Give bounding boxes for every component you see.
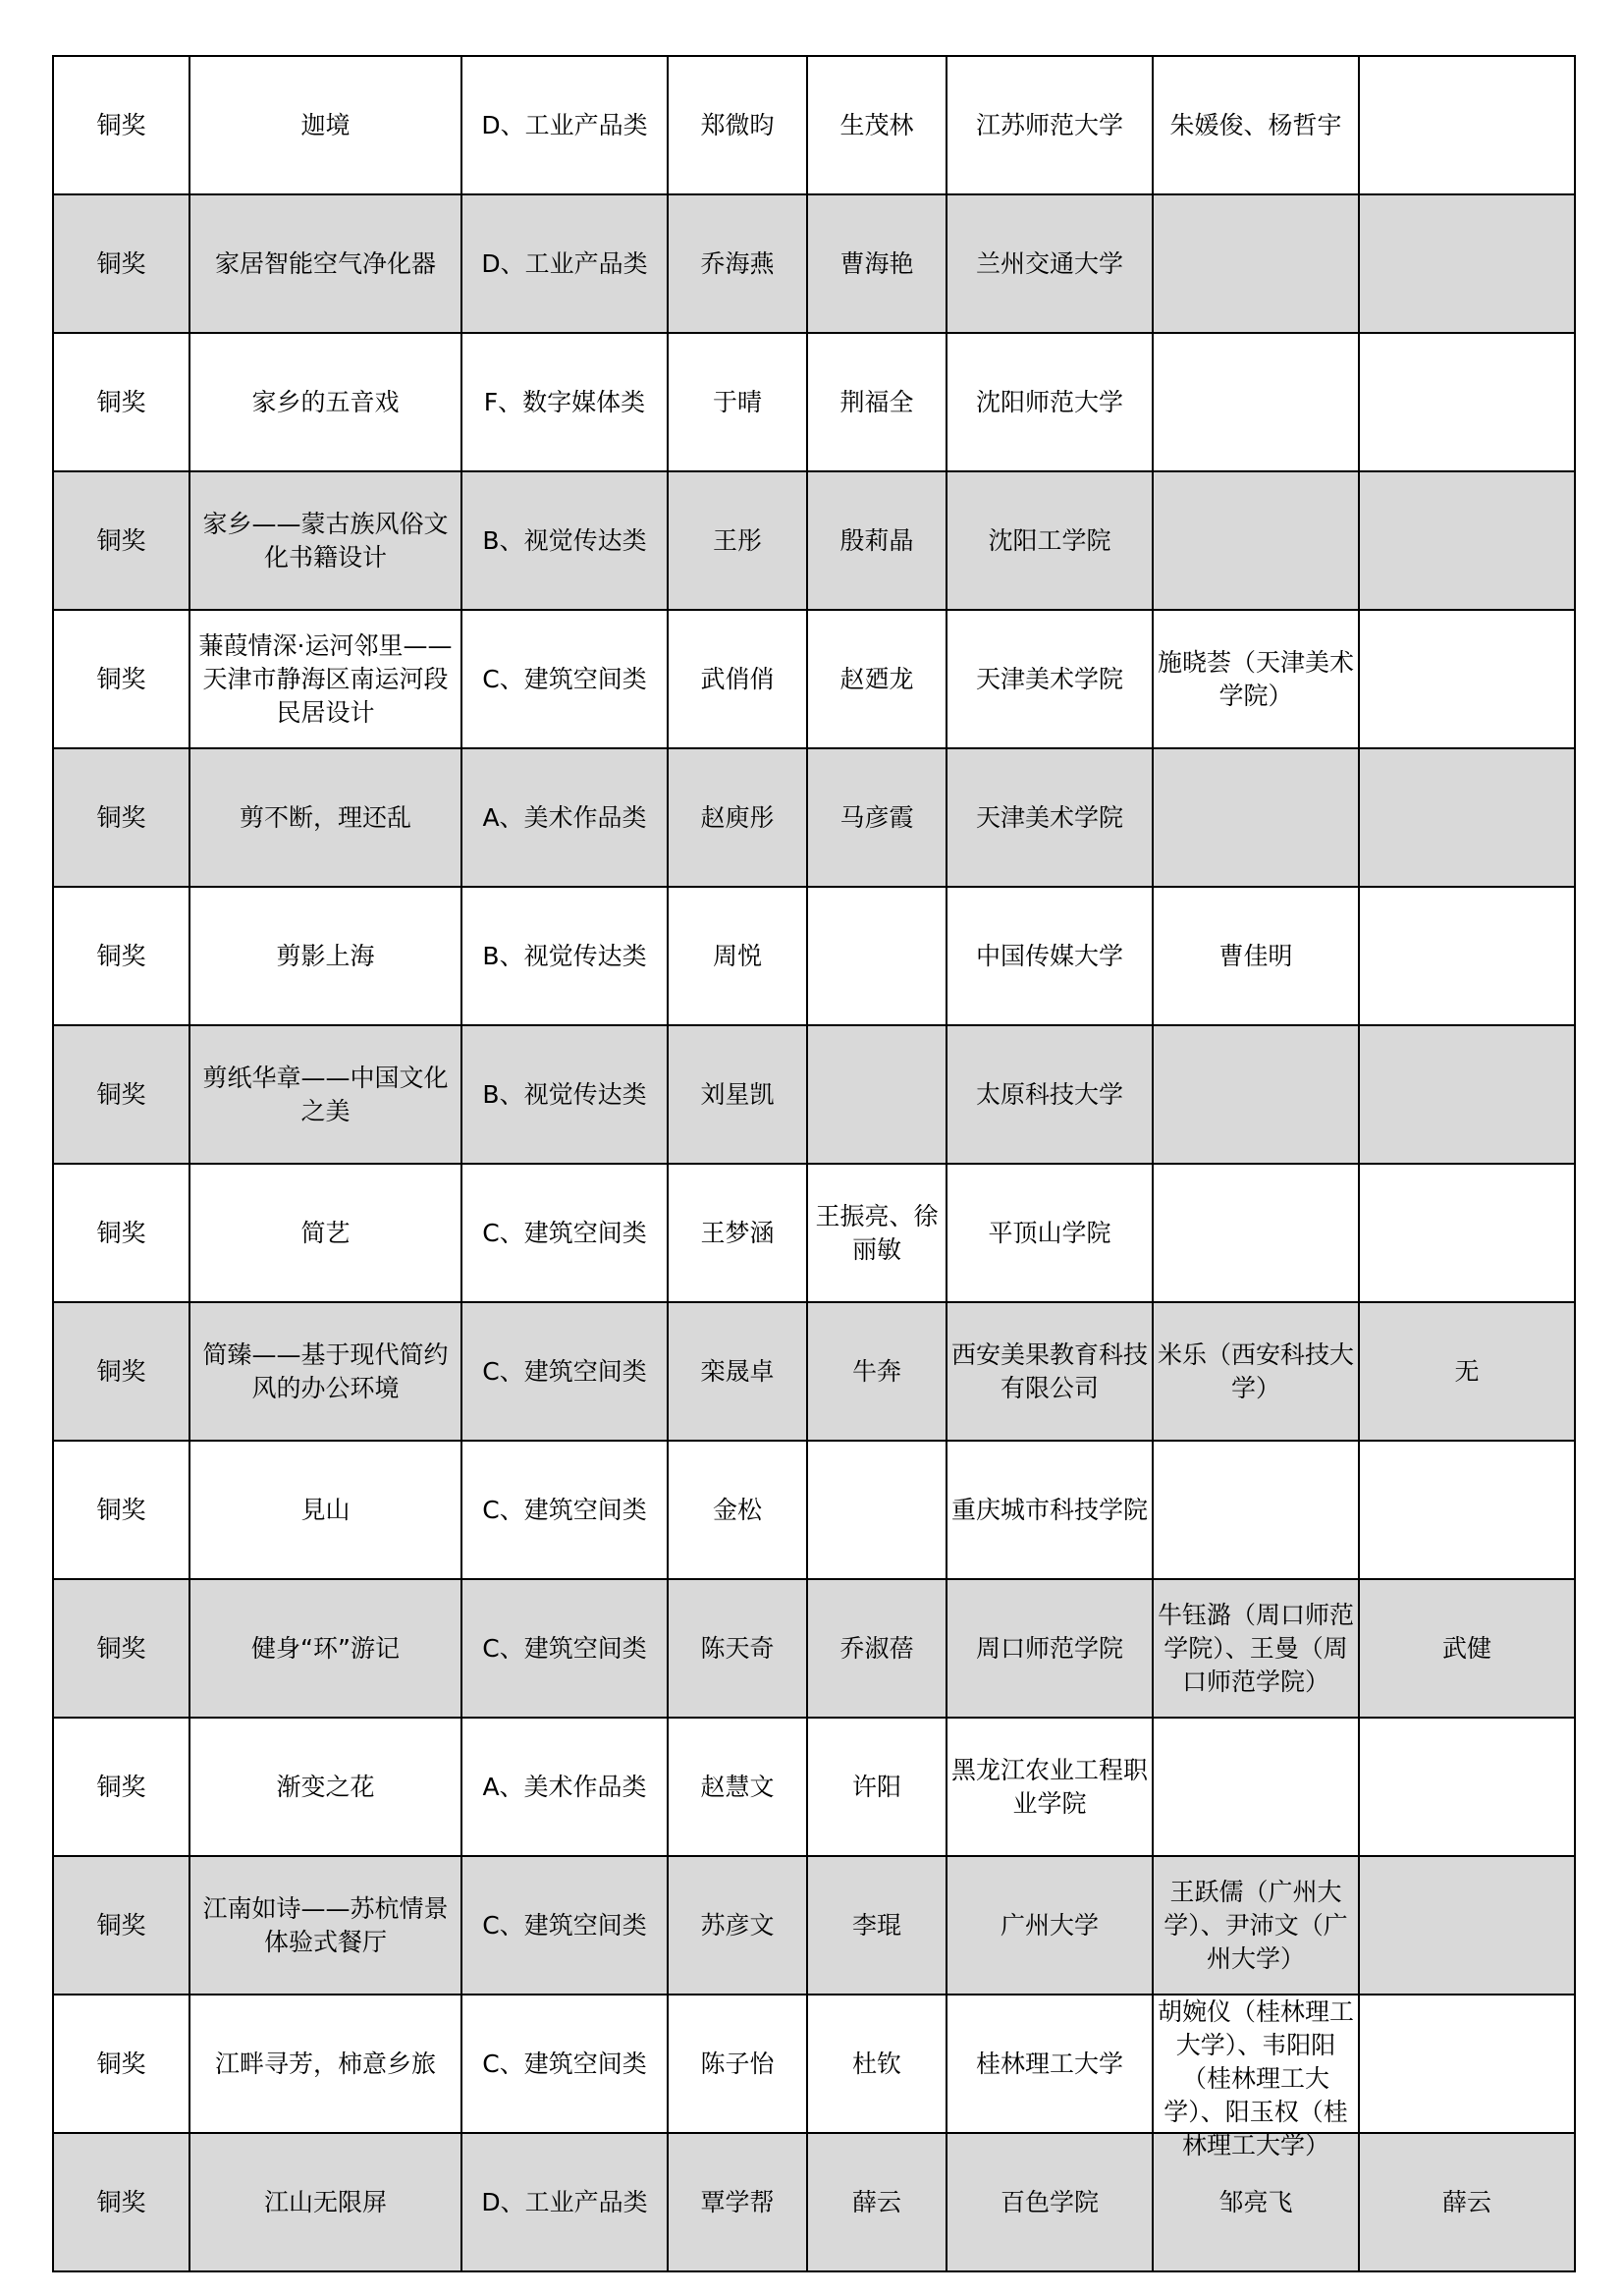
title-cell-text: 简臻——基于现代简约风的办公环境 [202, 1339, 449, 1402]
author-cell [668, 1302, 807, 1441]
author-cell [668, 1441, 807, 1579]
award-cell [53, 887, 189, 1025]
school-cell-text: 天津美术学院 [975, 802, 1123, 832]
author-cell [668, 471, 807, 610]
teacher-cell-text: 生茂林 [839, 110, 914, 139]
table-row [53, 471, 1575, 610]
title-cell [189, 1718, 461, 1856]
mentor-cell-text: 施晓荟（天津美术学院） [1158, 647, 1355, 710]
teacher-cell [807, 748, 947, 887]
teacher-cell-text: 赵廼龙 [839, 664, 914, 693]
author-cell-text: 陈子怡 [700, 2049, 775, 2078]
category-cell [461, 1164, 668, 1302]
category-cell [461, 1718, 668, 1856]
author-cell [668, 1164, 807, 1302]
leader-cell [1359, 748, 1575, 887]
title-cell [189, 333, 461, 471]
category-cell-text: C、建筑空间类 [482, 664, 647, 693]
category-cell [461, 333, 668, 471]
school-cell-text: 沈阳工学院 [988, 525, 1111, 555]
title-cell [189, 610, 461, 748]
mentor-cell [1153, 56, 1359, 194]
table-row [53, 333, 1575, 471]
school-cell [947, 1579, 1153, 1718]
leader-cell [1359, 194, 1575, 333]
teacher-cell-text: 牛奔 [851, 1356, 901, 1386]
award-cell [53, 56, 189, 194]
title-cell [189, 1164, 461, 1302]
author-cell [668, 1025, 807, 1164]
teacher-cell-text: 荆福全 [839, 387, 914, 416]
award-cell-text: 铜奖 [96, 1356, 146, 1386]
table-row [53, 1302, 1575, 1441]
title-cell-text: 家居智能空气净化器 [214, 248, 436, 278]
table-row [53, 1441, 1575, 1579]
category-cell-text: F、数字媒体类 [483, 387, 646, 416]
award-cell-text: 铜奖 [96, 1633, 146, 1663]
school-cell [947, 1164, 1153, 1302]
award-cell-text: 铜奖 [96, 1079, 146, 1109]
title-cell-text: 江山无限屏 [263, 2187, 387, 2216]
table-row [53, 56, 1575, 194]
title-cell [189, 2133, 461, 2271]
title-cell-text: 剪影上海 [276, 941, 375, 970]
teacher-cell [807, 1025, 947, 1164]
teacher-cell [807, 887, 947, 1025]
title-cell-text: 家乡的五音戏 [251, 387, 400, 416]
leader-cell [1359, 887, 1575, 1025]
leader-cell [1359, 1995, 1575, 2133]
school-cell [947, 1025, 1153, 1164]
school-cell [947, 1718, 1153, 1856]
category-cell-text: A、美术作品类 [482, 802, 647, 832]
teacher-cell-text: 薛云 [851, 2187, 901, 2216]
school-cell [947, 1302, 1153, 1441]
category-cell [461, 610, 668, 748]
category-cell [461, 1302, 668, 1441]
school-cell [947, 333, 1153, 471]
mentor-cell-text: 邹亮飞 [1218, 2187, 1293, 2216]
author-cell [668, 1856, 807, 1995]
category-cell-text: C、建筑空间类 [482, 1356, 647, 1386]
school-cell [947, 1441, 1153, 1579]
table-row [53, 1995, 1575, 2133]
teacher-cell [807, 1579, 947, 1718]
mentor-cell-text: 米乐（西安科技大学） [1158, 1339, 1355, 1402]
award-cell [53, 1302, 189, 1441]
author-cell-text: 陈天奇 [700, 1633, 775, 1663]
table-row [53, 748, 1575, 887]
author-cell-text: 乔海燕 [700, 248, 775, 278]
category-cell [461, 1995, 668, 2133]
teacher-cell [807, 1164, 947, 1302]
category-cell [461, 1856, 668, 1995]
mentor-cell [1153, 1579, 1359, 1718]
mentor-cell-text: 朱媛俊、杨哲宇 [1169, 110, 1342, 139]
school-cell-text: 天津美术学院 [975, 664, 1123, 693]
mentor-cell [1153, 194, 1359, 333]
school-cell [947, 2133, 1153, 2271]
title-cell [189, 471, 461, 610]
school-cell-text: 中国传媒大学 [975, 941, 1123, 970]
author-cell-text: 金松 [712, 1495, 762, 1524]
title-cell-text: 剪纸华章——中国文化之美 [202, 1063, 449, 1125]
school-cell-text: 江苏师范大学 [975, 110, 1123, 139]
award-cell [53, 1025, 189, 1164]
teacher-cell [807, 56, 947, 194]
table-row [53, 2133, 1575, 2271]
author-cell [668, 1995, 807, 2133]
category-cell-text: D、工业产品类 [481, 2187, 648, 2216]
title-cell [189, 1579, 461, 1718]
leader-cell-text: 薛云 [1441, 2187, 1491, 2216]
author-cell-text: 刘星凯 [700, 1079, 775, 1109]
category-cell [461, 1441, 668, 1579]
title-cell [189, 1995, 461, 2133]
teacher-cell [807, 1441, 947, 1579]
leader-cell [1359, 610, 1575, 748]
teacher-cell-text: 殷莉晶 [839, 525, 914, 555]
mentor-cell [1153, 333, 1359, 471]
school-cell-text: 桂林理工大学 [975, 2049, 1123, 2078]
table-row [53, 1579, 1575, 1718]
category-cell [461, 887, 668, 1025]
title-cell-text: 江畔寻芳，柿意乡旅 [214, 2049, 436, 2078]
title-cell [189, 1302, 461, 1441]
school-cell-text: 黑龙江农业工程职业学院 [951, 1755, 1149, 1818]
title-cell [189, 887, 461, 1025]
award-cell [53, 1995, 189, 2133]
award-cell-text: 铜奖 [96, 2049, 146, 2078]
category-cell [461, 471, 668, 610]
award-cell-text: 铜奖 [96, 664, 146, 693]
leader-cell [1359, 1441, 1575, 1579]
school-cell [947, 471, 1153, 610]
title-cell [189, 1856, 461, 1995]
teacher-cell-text: 许阳 [851, 1772, 901, 1801]
school-cell-text: 广州大学 [1000, 1910, 1099, 1940]
award-cell [53, 2133, 189, 2271]
mentor-cell [1153, 1302, 1359, 1441]
title-cell-text: 迦境 [300, 110, 351, 139]
title-cell-text: 剪不断，理还乱 [239, 802, 411, 832]
mentor-cell [1153, 1441, 1359, 1579]
mentor-cell [1153, 1995, 1359, 2159]
teacher-cell [807, 2133, 947, 2271]
award-cell [53, 1856, 189, 1995]
author-cell [668, 56, 807, 194]
category-cell [461, 194, 668, 333]
category-cell-text: D、工业产品类 [481, 248, 648, 278]
category-cell [461, 1025, 668, 1164]
award-cell-text: 铜奖 [96, 1495, 146, 1524]
award-cell [53, 748, 189, 887]
author-cell-text: 于晴 [712, 387, 762, 416]
teacher-cell-text: 曹海艳 [839, 248, 914, 278]
category-cell-text: D、工业产品类 [481, 110, 648, 139]
category-cell-text: C、建筑空间类 [482, 1495, 647, 1524]
author-cell-text: 栾晟卓 [700, 1356, 775, 1386]
category-cell-text: C、建筑空间类 [482, 2049, 647, 2078]
category-cell-text: B、视觉传达类 [482, 1079, 647, 1109]
school-cell-text: 百色学院 [1000, 2187, 1099, 2216]
school-cell [947, 610, 1153, 748]
mentor-cell [1153, 1718, 1359, 1856]
author-cell [668, 887, 807, 1025]
leader-cell-text: 武健 [1441, 1633, 1491, 1663]
award-cell-text: 铜奖 [96, 387, 146, 416]
award-cell-text: 铜奖 [96, 1772, 146, 1801]
leader-cell [1359, 1579, 1575, 1718]
school-cell-text: 周口师范学院 [975, 1633, 1123, 1663]
mentor-cell-text: 牛钰潞（周口师范学院）、王曼（周口师范学院） [1158, 1600, 1355, 1696]
school-cell-text: 沈阳师范大学 [975, 387, 1123, 416]
table-row [53, 1164, 1575, 1302]
category-cell-text: C、建筑空间类 [482, 1633, 647, 1663]
category-cell [461, 2133, 668, 2271]
award-cell [53, 333, 189, 471]
category-cell-text: B、视觉传达类 [482, 941, 647, 970]
teacher-cell [807, 1302, 947, 1441]
school-cell-text: 重庆城市科技学院 [951, 1495, 1149, 1524]
category-cell [461, 56, 668, 194]
mentor-cell-text: 胡婉仪（桂林理工大学）、韦阳阳（桂林理工大学）、阳玉权（桂林理工大学） [1158, 1997, 1355, 2159]
table-row [53, 610, 1575, 748]
category-cell [461, 1579, 668, 1718]
school-cell [947, 1856, 1153, 1995]
author-cell [668, 748, 807, 887]
teacher-cell [807, 610, 947, 748]
title-cell-text: 渐变之花 [276, 1772, 375, 1801]
title-cell [189, 1441, 461, 1579]
title-cell [189, 748, 461, 887]
author-cell-text: 覃学帮 [700, 2187, 775, 2216]
teacher-cell [807, 1856, 947, 1995]
table-row [53, 887, 1575, 1025]
award-cell [53, 610, 189, 748]
title-cell-text: 健身“环”游记 [251, 1633, 400, 1663]
table-row [53, 194, 1575, 333]
leader-cell [1359, 1718, 1575, 1856]
mentor-cell [1153, 748, 1359, 887]
award-cell-text: 铜奖 [96, 248, 146, 278]
school-cell-text: 西安美果教育科技有限公司 [951, 1339, 1149, 1402]
title-cell [189, 1025, 461, 1164]
category-cell-text: A、美术作品类 [482, 1772, 647, 1801]
mentor-cell-text: 曹佳明 [1218, 941, 1293, 970]
award-cell-text: 铜奖 [96, 802, 146, 832]
leader-cell [1359, 1164, 1575, 1302]
author-cell-text: 赵庾彤 [700, 802, 775, 832]
author-cell [668, 1718, 807, 1856]
award-cell-text: 铜奖 [96, 525, 146, 555]
award-cell-text: 铜奖 [96, 2187, 146, 2216]
mentor-cell [1153, 1164, 1359, 1302]
table-row [53, 1718, 1575, 1856]
leader-cell [1359, 333, 1575, 471]
title-cell [189, 194, 461, 333]
school-cell-text: 太原科技大学 [975, 1079, 1123, 1109]
author-cell-text: 赵慧文 [700, 1772, 775, 1801]
award-table [52, 55, 1576, 2272]
author-cell-text: 郑微昀 [700, 110, 775, 139]
table-row [53, 1856, 1575, 1995]
teacher-cell [807, 1995, 947, 2133]
title-cell-text: 見山 [300, 1495, 351, 1524]
table-row [53, 1025, 1575, 1164]
leader-cell [1359, 1856, 1575, 1995]
title-cell-text: 家乡——蒙古族风俗文化书籍设计 [202, 509, 449, 572]
leader-cell [1359, 56, 1575, 194]
leader-cell [1359, 471, 1575, 610]
category-cell-text: B、视觉传达类 [482, 525, 647, 555]
teacher-cell-text: 乔淑蓓 [839, 1633, 914, 1663]
teacher-cell [807, 471, 947, 610]
school-cell [947, 748, 1153, 887]
author-cell-text: 周悦 [712, 941, 762, 970]
award-cell [53, 1164, 189, 1302]
award-cell [53, 1718, 189, 1856]
author-cell-text: 王彤 [712, 525, 762, 555]
category-cell-text: C、建筑空间类 [482, 1910, 647, 1940]
award-cell-text: 铜奖 [96, 1218, 146, 1247]
mentor-cell [1153, 887, 1359, 1025]
author-cell [668, 2133, 807, 2271]
title-cell [189, 56, 461, 194]
leader-cell-text: 无 [1454, 1356, 1480, 1386]
teacher-cell-text: 李琨 [851, 1910, 901, 1940]
leader-cell [1359, 1302, 1575, 1441]
school-cell-text: 平顶山学院 [988, 1218, 1111, 1247]
award-cell [53, 1441, 189, 1579]
teacher-cell [807, 194, 947, 333]
author-cell [668, 610, 807, 748]
school-cell-text: 兰州交通大学 [975, 248, 1123, 278]
mentor-cell [1153, 1025, 1359, 1164]
school-cell [947, 194, 1153, 333]
author-cell [668, 1579, 807, 1718]
mentor-cell [1153, 1856, 1359, 1995]
author-cell-text: 武俏俏 [700, 664, 775, 693]
author-cell-text: 苏彦文 [700, 1910, 775, 1940]
table-body [53, 56, 1575, 2271]
school-cell [947, 1995, 1153, 2133]
teacher-cell [807, 333, 947, 471]
award-cell-text: 铜奖 [96, 941, 146, 970]
teacher-cell-text: 王振亮、徐丽敏 [815, 1201, 939, 1264]
title-cell-text: 简艺 [300, 1218, 351, 1247]
category-cell-text: C、建筑空间类 [482, 1218, 647, 1247]
award-cell-text: 铜奖 [96, 1910, 146, 1940]
category-cell [461, 748, 668, 887]
author-cell-text: 王梦涵 [700, 1218, 775, 1247]
teacher-cell-text: 马彦霞 [839, 802, 914, 832]
award-cell [53, 194, 189, 333]
mentor-cell [1153, 610, 1359, 748]
award-cell [53, 1579, 189, 1718]
author-cell [668, 194, 807, 333]
leader-cell [1359, 2133, 1575, 2271]
mentor-cell [1153, 471, 1359, 610]
award-cell-text: 铜奖 [96, 110, 146, 139]
title-cell-text: 江南如诗——苏杭情景体验式餐厅 [202, 1893, 449, 1956]
mentor-cell-text: 王跃儒（广州大学）、尹沛文（广州大学） [1163, 1877, 1348, 1973]
school-cell [947, 56, 1153, 194]
school-cell [947, 887, 1153, 1025]
title-cell-text: 蒹葭情深·运河邻里——天津市静海区南运河段民居设计 [198, 630, 453, 727]
teacher-cell-text: 杜钦 [851, 2049, 901, 2078]
award-cell [53, 471, 189, 610]
leader-cell [1359, 1025, 1575, 1164]
author-cell [668, 333, 807, 471]
teacher-cell [807, 1718, 947, 1856]
